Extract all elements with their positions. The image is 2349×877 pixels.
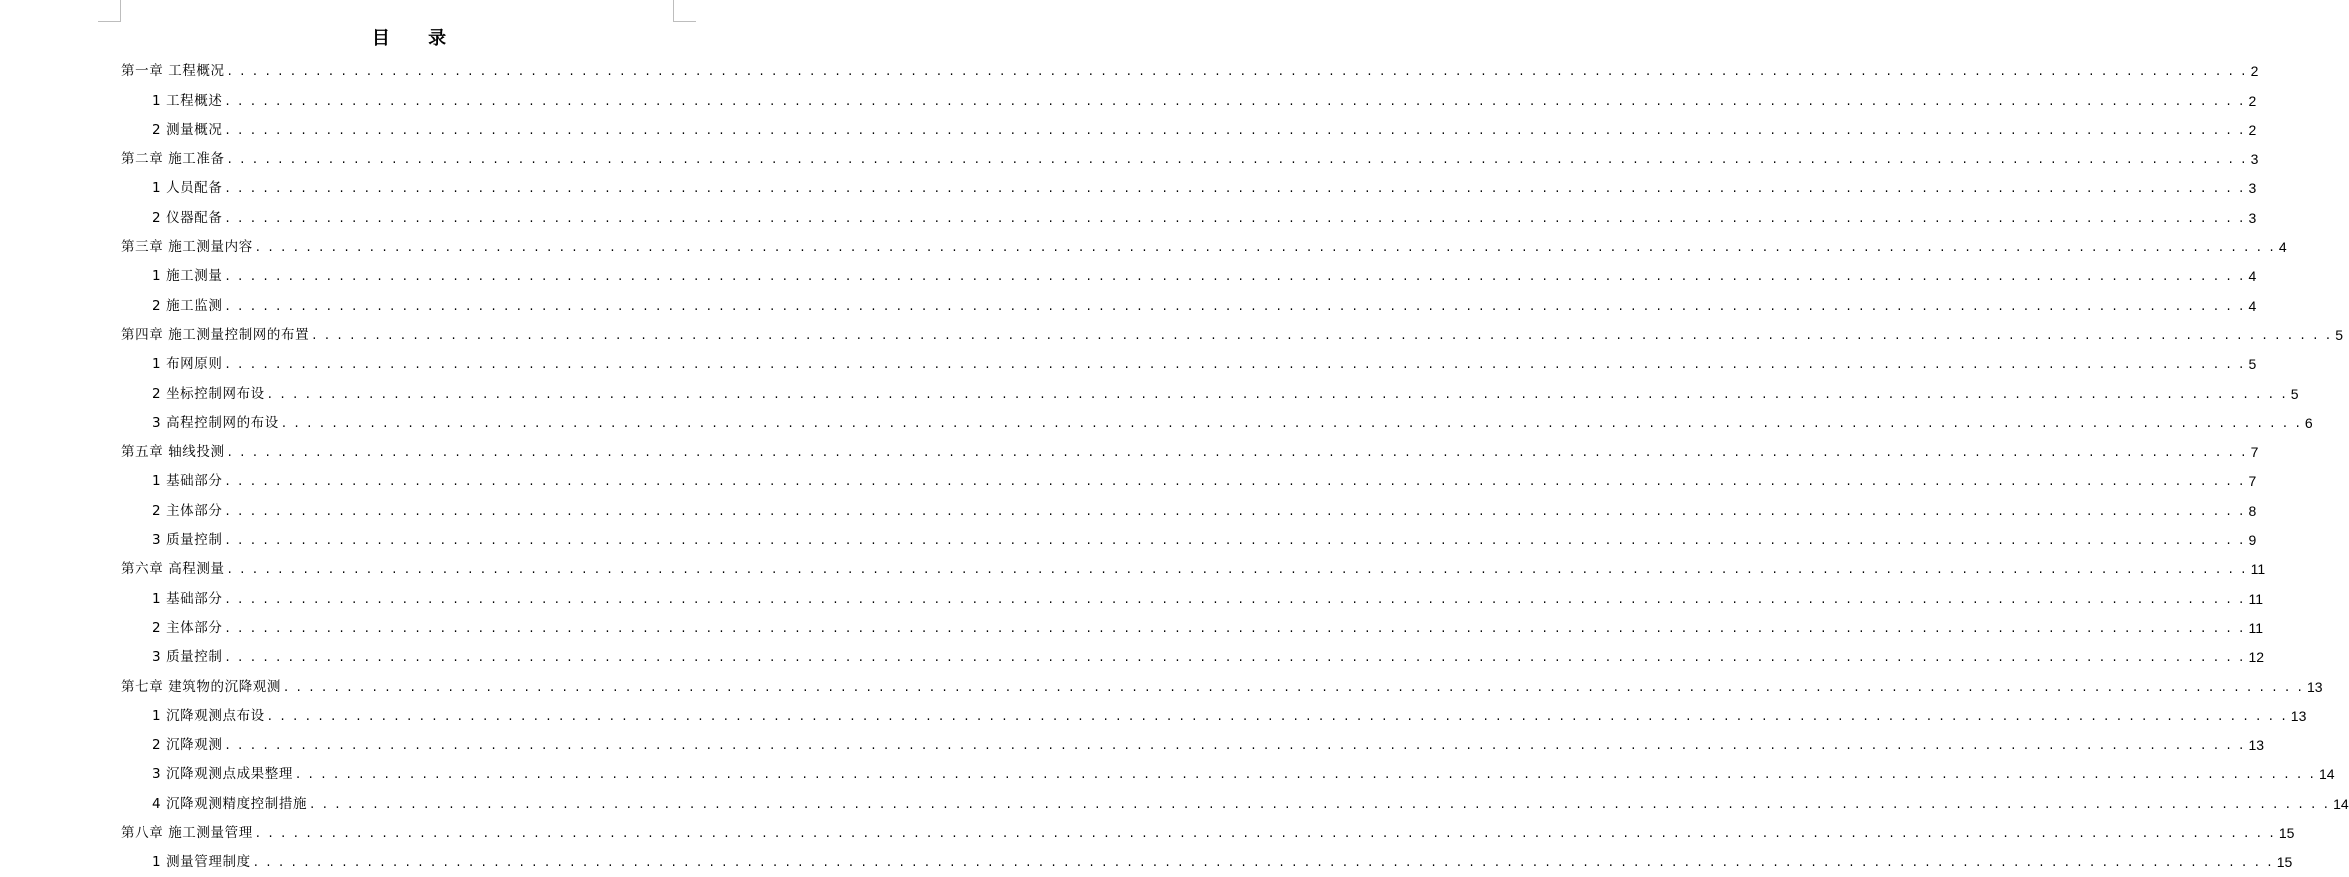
- toc-section-entry[interactable]: [121, 203, 2257, 232]
- toc-entry-page-number: 14: [2333, 795, 2349, 812]
- toc-section-entry[interactable]: [121, 643, 2265, 672]
- toc-entry-label: 3 沉降观测点成果整理: [152, 766, 293, 783]
- toc-entry-page-number: 3: [2248, 180, 2257, 197]
- toc-section-entry[interactable]: [121, 760, 2335, 789]
- table-of-contents: [121, 57, 2349, 877]
- toc-entry-page-number: 9: [2248, 532, 2257, 549]
- toc-entry-page-number: 2: [2248, 121, 2257, 138]
- dot-leader: . . . . . . . . . . . . . . . . . . . . . . . . . . . . . . . . . . . . . . . . . . . . . . . . . . . . . . . . . . . . . . . . . . . . . . . . . . . . . . . . . . . . . . . . . . . . . . . . . . . . . . . . . . . . . . . . . . . . . . . . . . . . . . . . . . . . . . . . . . . . . . . . . . . . . . . . . . . . . . . .: [225, 503, 2246, 519]
- toc-chapter-entry[interactable]: [121, 57, 2259, 86]
- toc-entry-page-number: 3: [2248, 209, 2257, 226]
- toc-entry-page-number: 7: [2250, 444, 2259, 461]
- dot-leader: . . . . . . . . . . . . . . . . . . . . . . . . . . . . . . . . . . . . . . . . . . . . . . . . . . . . . . . . . . . . . . . . . . . . . . . . . . . . . . . . . . . . . . . . . . . . . . . . . . . . . . . . . . . . . . . . . . . . . . . . . . . . . . . . . . . . . . . . . . . . . . . . . . . . . . . . . . . . . . . .: [225, 650, 2246, 666]
- toc-chapter-entry[interactable]: [121, 438, 2259, 467]
- dot-leader: . . . . . . . . . . . . . . . . . . . . . . . . . . . . . . . . . . . . . . . . . . . . . . . . . . . . . . . . . . . . . . . . . . . . . . . . . . . . . . . . . . . . . . . . . . . . . . . . . . . . . . . . . . . . . . . . . . . . . . . . . . . . . . . . . . . . . . . . . . . . . . . . . . . . . . . . . . . . . . . .: [225, 122, 2246, 138]
- toc-entry-page-number: 15: [2278, 825, 2295, 842]
- dot-leader: . . . . . . . . . . . . . . . . . . . . . . . . . . . . . . . . . . . . . . . . . . . . . . . . . . . . . . . . . . . . . . . . . . . . . . . . . . . . . . . . . . . . . . . . . . . . . . . . . . . . . . . . . . . . . . . . . . . . . . . . . . . . . . . . . . . . . . . . . . . . . . . . . . . . . . . . . . . . . . . .: [295, 767, 2316, 783]
- dot-leader: . . . . . . . . . . . . . . . . . . . . . . . . . . . . . . . . . . . . . . . . . . . . . . . . . . . . . . . . . . . . . . . . . . . . . . . . . . . . . . . . . . . . . . . . . . . . . . . . . . . . . . . . . . . . . . . . . . . . . . . . . . . . . . . . . . . . . . . . . . . . . . . . . . . . . . . . . . . . . . . .: [225, 620, 2246, 636]
- dot-leader: . . . . . . . . . . . . . . . . . . . . . . . . . . . . . . . . . . . . . . . . . . . . . . . . . . . . . . . . . . . . . . . . . . . . . . . . . . . . . . . . . . . . . . . . . . . . . . . . . . . . . . . . . . . . . . . . . . . . . . . . . . . . . . . . . . . . . . . . . . . . . . . . . . . . . . . . . . . . . . . .: [225, 533, 2246, 549]
- dot-leader: . . . . . . . . . . . . . . . . . . . . . . . . . . . . . . . . . . . . . . . . . . . . . . . . . . . . . . . . . . . . . . . . . . . . . . . . . . . . . . . . . . . . . . . . . . . . . . . . . . . . . . . . . . . . . . . . . . . . . . . . . . . . . . . . . . . . . . . . . . . . . . . . . . . . . . . . . . . . . . . .: [267, 386, 2288, 402]
- toc-chapter-entry[interactable]: [121, 672, 2323, 701]
- toc-entry-page-number: 2: [2250, 63, 2259, 80]
- toc-entry-page-number: 8: [2248, 502, 2257, 519]
- toc-entry-page-number: 4: [2248, 268, 2257, 285]
- toc-chapter-entry[interactable]: [121, 555, 2266, 584]
- dot-leader: . . . . . . . . . . . . . . . . . . . . . . . . . . . . . . . . . . . . . . . . . . . . . . . . . . . . . . . . . . . . . . . . . . . . . . . . . . . . . . . . . . . . . . . . . . . . . . . . . . . . . . . . . . . . . . . . . . . . . . . . . . . . . . . . . . . . . . . . . . . . . . . . . . . . . . . . . . . . . . . .: [255, 240, 2276, 256]
- dot-leader: . . . . . . . . . . . . . . . . . . . . . . . . . . . . . . . . . . . . . . . . . . . . . . . . . . . . . . . . . . . . . . . . . . . . . . . . . . . . . . . . . . . . . . . . . . . . . . . . . . . . . . . . . . . . . . . . . . . . . . . . . . . . . . . . . . . . . . . . . . . . . . . . . . . . . . . . . . . . . . . .: [255, 826, 2276, 842]
- toc-section-entry[interactable]: [121, 467, 2257, 496]
- toc-entry-label: 第八章 施工测量管理: [121, 825, 253, 842]
- toc-section-entry[interactable]: [121, 584, 2264, 613]
- toc-entry-label: 第一章 工程概况: [121, 63, 225, 80]
- toc-entry-page-number: 7: [2248, 473, 2257, 490]
- toc-entry-page-number: 12: [2248, 649, 2265, 666]
- toc-entry-label: 第二章 施工准备: [121, 151, 225, 168]
- toc-entry-label: 2 沉降观测: [152, 737, 223, 754]
- toc-section-entry[interactable]: [121, 702, 2307, 731]
- crop-mark-top-right: [673, 21, 696, 22]
- toc-entry-label: 1 布网原则: [152, 356, 223, 373]
- toc-title: 目 录: [371, 28, 463, 49]
- toc-entry-page-number: 15: [2276, 854, 2293, 871]
- toc-entry-label: 1 工程概述: [152, 92, 223, 109]
- toc-entry-label: 3 质量控制: [152, 532, 223, 549]
- dot-leader: . . . . . . . . . . . . . . . . . . . . . . . . . . . . . . . . . . . . . . . . . . . . . . . . . . . . . . . . . . . . . . . . . . . . . . . . . . . . . . . . . . . . . . . . . . . . . . . . . . . . . . . . . . . . . . . . . . . . . . . . . . . . . . . . . . . . . . . . . . . . . . . . . . . . . . . . . . . . . . . .: [225, 210, 2246, 226]
- toc-section-entry[interactable]: [121, 496, 2257, 525]
- toc-entry-label: 2 主体部分: [152, 502, 223, 519]
- dot-leader: . . . . . . . . . . . . . . . . . . . . . . . . . . . . . . . . . . . . . . . . . . . . . . . . . . . . . . . . . . . . . . . . . . . . . . . . . . . . . . . . . . . . . . . . . . . . . . . . . . . . . . . . . . . . . . . . . . . . . . . . . . . . . . . . . . . . . . . . . . . . . . . . . . . . . . . . . . . . . . . .: [225, 93, 2246, 109]
- toc-entry-label: 1 人员配备: [152, 180, 223, 197]
- toc-section-entry[interactable]: [121, 291, 2257, 320]
- toc-entry-label: 3 质量控制: [152, 649, 223, 666]
- toc-entry-label: 2 施工监测: [152, 297, 223, 314]
- toc-entry-label: 4 沉降观测精度控制措施: [152, 795, 308, 812]
- dot-leader: . . . . . . . . . . . . . . . . . . . . . . . . . . . . . . . . . . . . . . . . . . . . . . . . . . . . . . . . . . . . . . . . . . . . . . . . . . . . . . . . . . . . . . . . . . . . . . . . . . . . . . . . . . . . . . . . . . . . . . . . . . . . . . . . . . . . . . . . . . . . . . . . . . . . . . . . . . . . . . . .: [225, 357, 2246, 373]
- dot-leader: . . . . . . . . . . . . . . . . . . . . . . . . . . . . . . . . . . . . . . . . . . . . . . . . . . . . . . . . . . . . . . . . . . . . . . . . . . . . . . . . . . . . . . . . . . . . . . . . . . . . . . . . . . . . . . . . . . . . . . . . . . . . . . . . . . . . . . . . . . . . . . . . . . . . . . . . . . . . . . . .: [225, 298, 2246, 314]
- dot-leader: . . . . . . . . . . . . . . . . . . . . . . . . . . . . . . . . . . . . . . . . . . . . . . . . . . . . . . . . . . . . . . . . . . . . . . . . . . . . . . . . . . . . . . . . . . . . . . . . . . . . . . . . . . . . . . . . . . . . . . . . . . . . . . . . . . . . . . . . . . . . . . . . . . . . . . . . . . . . . . . .: [227, 562, 2248, 578]
- toc-entry-label: 2 坐标控制网布设: [152, 385, 265, 402]
- toc-section-entry[interactable]: [121, 262, 2257, 291]
- dot-leader: . . . . . . . . . . . . . . . . . . . . . . . . . . . . . . . . . . . . . . . . . . . . . . . . . . . . . . . . . . . . . . . . . . . . . . . . . . . . . . . . . . . . . . . . . . . . . . . . . . . . . . . . . . . . . . . . . . . . . . . . . . . . . . . . . . . . . . . . . . . . . . . . . . . . . . . . . . . . . . . .: [225, 269, 2246, 285]
- toc-entry-page-number: 13: [2307, 678, 2323, 695]
- toc-section-entry[interactable]: [121, 379, 2299, 408]
- toc-section-entry[interactable]: [121, 86, 2257, 115]
- toc-entry-page-number: 4: [2278, 239, 2287, 256]
- dot-leader: . . . . . . . . . . . . . . . . . . . . . . . . . . . . . . . . . . . . . . . . . . . . . . . . . . . . . . . . . . . . . . . . . . . . . . . . . . . . . . . . . . . . . . . . . . . . . . . . . . . . . . . . . . . . . . . . . . . . . . . . . . . . . . . . . . . . . . . . . . . . . . . . . . . . . . . . . . . . . . . .: [284, 679, 2305, 695]
- toc-section-entry[interactable]: [121, 116, 2257, 145]
- dot-leader: . . . . . . . . . . . . . . . . . . . . . . . . . . . . . . . . . . . . . . . . . . . . . . . . . . . . . . . . . . . . . . . . . . . . . . . . . . . . . . . . . . . . . . . . . . . . . . . . . . . . . . . . . . . . . . . . . . . . . . . . . . . . . . . . . . . . . . . . . . . . . . . . . . . . . . . . . . . . . . . .: [227, 152, 2248, 168]
- dot-leader: . . . . . . . . . . . . . . . . . . . . . . . . . . . . . . . . . . . . . . . . . . . . . . . . . . . . . . . . . . . . . . . . . . . . . . . . . . . . . . . . . . . . . . . . . . . . . . . . . . . . . . . . . . . . . . . . . . . . . . . . . . . . . . . . . . . . . . . . . . . . . . . . . . . . . . . . . . . . . . . .: [227, 64, 2248, 80]
- dot-leader: . . . . . . . . . . . . . . . . . . . . . . . . . . . . . . . . . . . . . . . . . . . . . . . . . . . . . . . . . . . . . . . . . . . . . . . . . . . . . . . . . . . . . . . . . . . . . . . . . . . . . . . . . . . . . . . . . . . . . . . . . . . . . . . . . . . . . . . . . . . . . . . . . . . . . . . . . . . . . . . .: [310, 796, 2331, 812]
- crop-mark-top-left: [98, 21, 121, 22]
- toc-entry-page-number: 4: [2248, 297, 2257, 314]
- toc-chapter-entry[interactable]: [121, 321, 2344, 350]
- toc-chapter-entry[interactable]: [121, 819, 2295, 848]
- toc-entry-page-number: 5: [2248, 356, 2257, 373]
- toc-entry-page-number: 3: [2250, 151, 2259, 168]
- toc-entry-label: 2 主体部分: [152, 619, 223, 636]
- dot-leader: . . . . . . . . . . . . . . . . . . . . . . . . . . . . . . . . . . . . . . . . . . . . . . . . . . . . . . . . . . . . . . . . . . . . . . . . . . . . . . . . . . . . . . . . . . . . . . . . . . . . . . . . . . . . . . . . . . . . . . . . . . . . . . . . . . . . . . . . . . . . . . . . . . . . . . . . . . . . . . . .: [225, 474, 2246, 490]
- toc-section-entry[interactable]: [121, 174, 2257, 203]
- dot-leader: . . . . . . . . . . . . . . . . . . . . . . . . . . . . . . . . . . . . . . . . . . . . . . . . . . . . . . . . . . . . . . . . . . . . . . . . . . . . . . . . . . . . . . . . . . . . . . . . . . . . . . . . . . . . . . . . . . . . . . . . . . . . . . . . . . . . . . . . . . . . . . . . . . . . . . . . . . . . . . . .: [225, 738, 2246, 754]
- toc-entry-page-number: 13: [2290, 707, 2307, 724]
- toc-entry-label: 第五章 轴线投测: [121, 444, 225, 461]
- toc-entry-page-number: 5: [2335, 326, 2344, 343]
- toc-entry-label: 3 高程控制网的布设: [152, 414, 279, 431]
- dot-leader: . . . . . . . . . . . . . . . . . . . . . . . . . . . . . . . . . . . . . . . . . . . . . . . . . . . . . . . . . . . . . . . . . . . . . . . . . . . . . . . . . . . . . . . . . . . . . . . . . . . . . . . . . . . . . . . . . . . . . . . . . . . . . . . . . . . . . . . . . . . . . . . . . . . . . . . . . . . . . . . .: [312, 327, 2333, 343]
- toc-section-entry[interactable]: [121, 350, 2257, 379]
- dot-leader: . . . . . . . . . . . . . . . . . . . . . . . . . . . . . . . . . . . . . . . . . . . . . . . . . . . . . . . . . . . . . . . . . . . . . . . . . . . . . . . . . . . . . . . . . . . . . . . . . . . . . . . . . . . . . . . . . . . . . . . . . . . . . . . . . . . . . . . . . . . . . . . . . . . . . . . . . . . . . . . .: [253, 855, 2274, 871]
- dot-leader: . . . . . . . . . . . . . . . . . . . . . . . . . . . . . . . . . . . . . . . . . . . . . . . . . . . . . . . . . . . . . . . . . . . . . . . . . . . . . . . . . . . . . . . . . . . . . . . . . . . . . . . . . . . . . . . . . . . . . . . . . . . . . . . . . . . . . . . . . . . . . . . . . . . . . . . . . . . . . . . .: [267, 708, 2288, 724]
- toc-entry-page-number: 13: [2248, 737, 2265, 754]
- toc-entry-label: 第七章 建筑物的沉降观测: [121, 678, 281, 695]
- toc-entry-label: 1 基础部分: [152, 590, 223, 607]
- toc-section-entry[interactable]: [121, 614, 2264, 643]
- toc-entry-label: 1 基础部分: [152, 473, 223, 490]
- toc-entry-label: 1 测量管理制度: [152, 854, 251, 871]
- toc-entry-page-number: 5: [2290, 385, 2299, 402]
- toc-entry-page-number: 11: [2248, 619, 2264, 636]
- toc-entry-label: 2 仪器配备: [152, 209, 223, 226]
- toc-chapter-entry[interactable]: [121, 145, 2259, 174]
- toc-entry-page-number: 11: [2250, 561, 2266, 578]
- toc-entry-label: 第三章 施工测量内容: [121, 239, 253, 256]
- toc-entry-label: 1 施工测量: [152, 268, 223, 285]
- toc-section-entry[interactable]: [121, 409, 2313, 438]
- crop-mark-top-right: [673, 0, 674, 22]
- toc-section-entry[interactable]: [121, 731, 2265, 760]
- toc-entry-page-number: 6: [2304, 414, 2313, 431]
- toc-entry-label: 第六章 高程测量: [121, 561, 225, 578]
- dot-leader: . . . . . . . . . . . . . . . . . . . . . . . . . . . . . . . . . . . . . . . . . . . . . . . . . . . . . . . . . . . . . . . . . . . . . . . . . . . . . . . . . . . . . . . . . . . . . . . . . . . . . . . . . . . . . . . . . . . . . . . . . . . . . . . . . . . . . . . . . . . . . . . . . . . . . . . . . . . . . . . .: [281, 415, 2302, 431]
- dot-leader: . . . . . . . . . . . . . . . . . . . . . . . . . . . . . . . . . . . . . . . . . . . . . . . . . . . . . . . . . . . . . . . . . . . . . . . . . . . . . . . . . . . . . . . . . . . . . . . . . . . . . . . . . . . . . . . . . . . . . . . . . . . . . . . . . . . . . . . . . . . . . . . . . . . . . . . . . . . . . . . .: [225, 591, 2246, 607]
- dot-leader: . . . . . . . . . . . . . . . . . . . . . . . . . . . . . . . . . . . . . . . . . . . . . . . . . . . . . . . . . . . . . . . . . . . . . . . . . . . . . . . . . . . . . . . . . . . . . . . . . . . . . . . . . . . . . . . . . . . . . . . . . . . . . . . . . . . . . . . . . . . . . . . . . . . . . . . . . . . . . . . .: [227, 445, 2248, 461]
- dot-leader: . . . . . . . . . . . . . . . . . . . . . . . . . . . . . . . . . . . . . . . . . . . . . . . . . . . . . . . . . . . . . . . . . . . . . . . . . . . . . . . . . . . . . . . . . . . . . . . . . . . . . . . . . . . . . . . . . . . . . . . . . . . . . . . . . . . . . . . . . . . . . . . . . . . . . . . . . . . . . . . .: [225, 181, 2246, 197]
- toc-chapter-entry[interactable]: [121, 233, 2287, 262]
- crop-mark-top-left: [120, 0, 121, 22]
- toc-section-entry[interactable]: [121, 526, 2257, 555]
- toc-section-entry[interactable]: [121, 848, 2293, 877]
- toc-entry-page-number: 14: [2319, 766, 2335, 783]
- toc-section-entry[interactable]: [121, 789, 2349, 818]
- toc-entry-label: 2 测量概况: [152, 121, 223, 138]
- toc-entry-page-number: 2: [2248, 92, 2257, 109]
- toc-entry-label: 1 沉降观测点布设: [152, 707, 265, 724]
- toc-entry-page-number: 11: [2248, 590, 2264, 607]
- toc-entry-label: 第四章 施工测量控制网的布置: [121, 326, 310, 343]
